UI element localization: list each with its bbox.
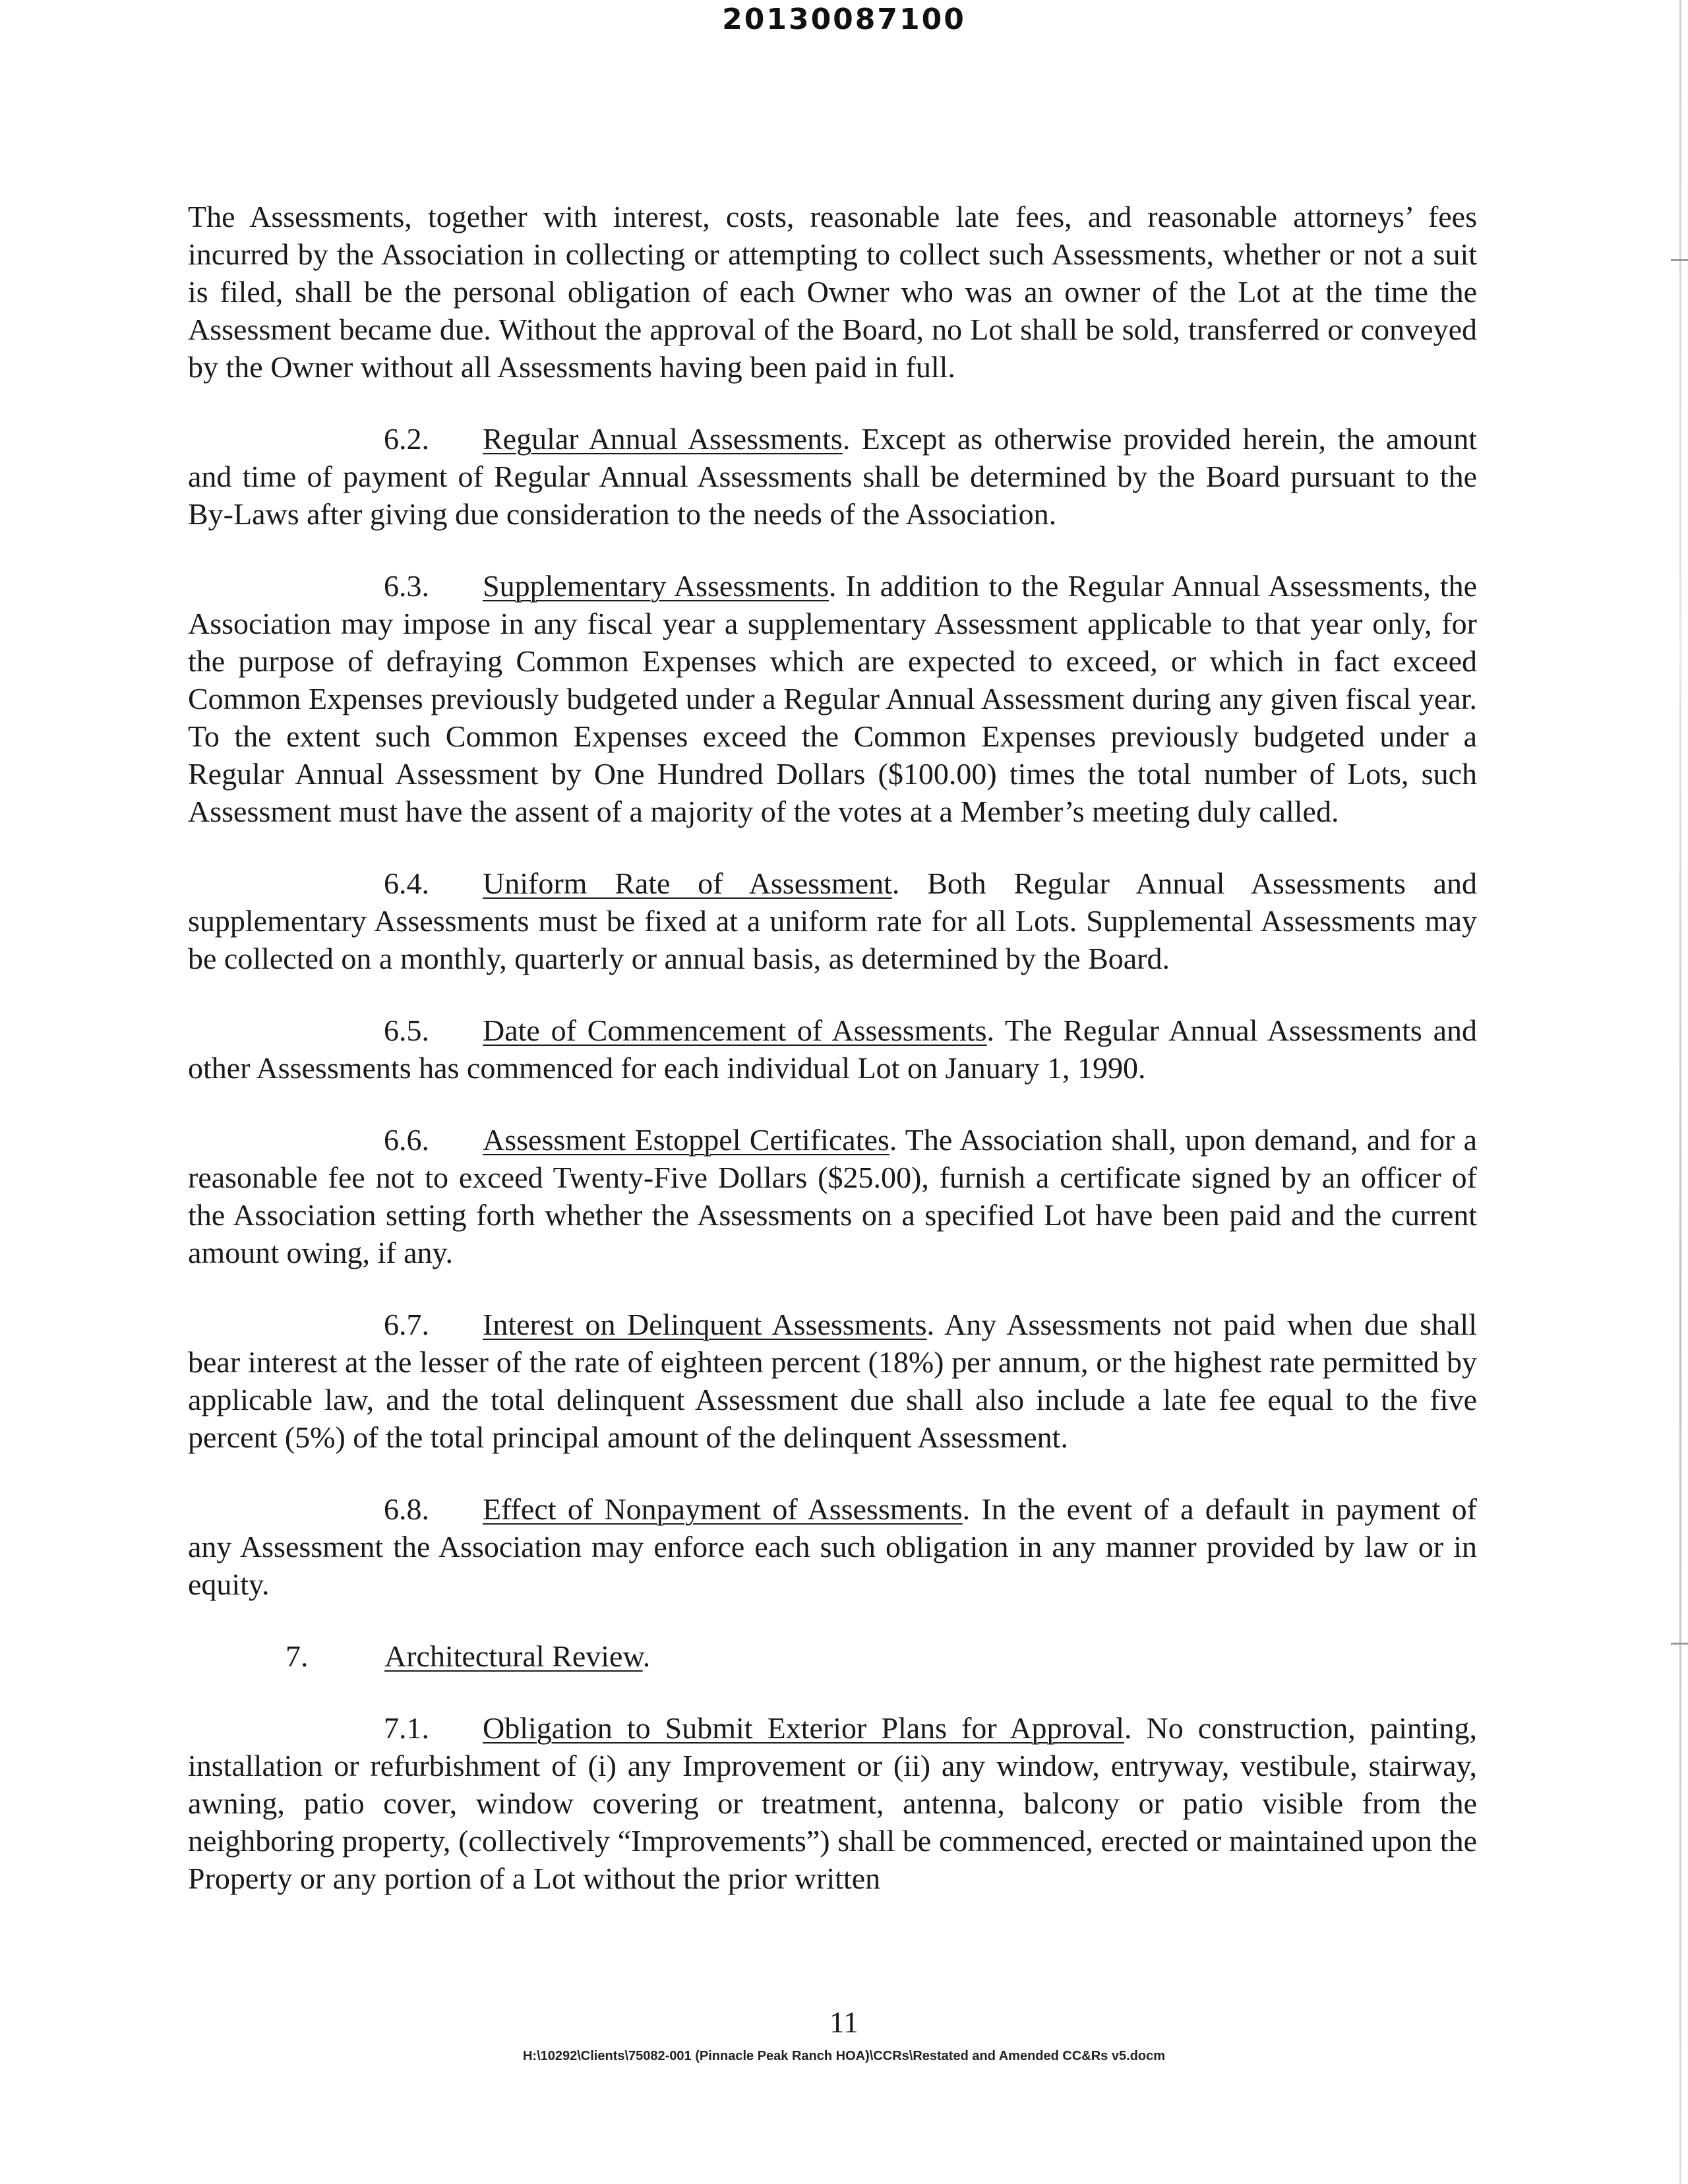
section-number: 6.8.	[384, 1492, 429, 1526]
section-7-1	[188, 1709, 1477, 1897]
section-number: 6.2.	[384, 422, 429, 456]
section-text: . No construction, painting, installation or refurbishment of (i) any Improvement or (ii) any window, entryway, vestibule, stairway, awning, patio cover, window covering or treatment, antenna, balcony or patio visible from the neighboring property, (collectively “Improvements”) shall be commenced, erected or maintained upon the Property or any portion of a Lot without the prior written	[188, 1711, 1477, 1895]
section-text: . The Regular Annual Assessments and other Assessments has commenced for each individual Lot on January 1, 1990.	[188, 1014, 1477, 1085]
section-heading: Obligation to Submit Exterior Plans for Approval	[483, 1711, 1124, 1745]
section-text: . In the event of a default in payment of any Assessment the Association may enforce each such obligation in any manner provided by law or in equity.	[188, 1492, 1477, 1601]
section-heading: Effect of Nonpayment of Assessments	[483, 1492, 963, 1526]
section-number: 6.4.	[384, 866, 429, 900]
document-number: 20130087100	[722, 3, 966, 36]
document-body	[188, 198, 1477, 1931]
section-text: . In addition to the Regular Annual Assessments, the Association may impose in any fiscal year a supplementary Assessment applicable to that year only, for the purpose of defraying Common Expenses which are expected to exceed, or which in fact exceed Common Expenses previously budgeted under a Regular Annual Assessment during any given fiscal year. To the extent such Common Expenses exceed the Common Expenses previously budgeted under a Regular Annual Assessment by One Hundred Dollars ($100.00) times the total number of Lots, such Assessment must have the assent of a majority of the votes at a Member’s meeting duly called.	[188, 569, 1477, 828]
section-heading: Interest on Delinquent Assessments	[483, 1308, 927, 1341]
section-text: . Any Assessments not paid when due shall bear interest at the lesser of the rate of eighteen percent (18%) per annum, or the highest rate permitted by applicable law, and the total delinquent Assessment due shall also include a late fee equal to the five percent (5%) of the total principal amount of the delinquent Assessment.	[188, 1308, 1477, 1454]
section-number: 7.1.	[384, 1711, 429, 1745]
section-heading: Architectural Review	[384, 1639, 643, 1673]
footer-file-path: H:\10292\Clients\75082-001 (Pinnacle Peak Ranch HOA)\CCRs\Restated and Amended CC&Rs v5.docm	[522, 2049, 1166, 2063]
paragraph-intro: The Assessments, together with interest, costs, reasonable late fees, and reasonable attorneys’ fees incurred by the Association in collecting or attempting to collect such Assessments, whether or not a suit is filed, shall be the personal obligation of each Owner who was an owner of the Lot at the time the Assessment became due. Without the approval of the Board, no Lot shall be sold, transferred or conveyed by the Owner without all Assessments having been paid in full.	[188, 200, 1477, 384]
section-number: 6.7.	[384, 1308, 429, 1341]
scan-edge-tick	[1671, 259, 1688, 261]
section-6-5	[188, 1012, 1477, 1087]
section-number: 7.	[286, 1639, 309, 1673]
section-6-4	[188, 864, 1477, 977]
section-number: 6.5.	[384, 1014, 429, 1047]
scan-edge-tick	[1671, 1643, 1688, 1645]
section-heading: Supplementary Assessments	[483, 569, 829, 603]
section-heading: Date of Commencement of Assessments	[483, 1014, 987, 1047]
section-text: .	[642, 1639, 651, 1673]
section-7	[188, 1637, 1477, 1675]
section-6-3	[188, 567, 1477, 830]
section-number: 6.3.	[384, 569, 429, 603]
section-6-6	[188, 1121, 1477, 1271]
section-6-8	[188, 1490, 1477, 1603]
scan-edge-line	[1679, 0, 1681, 2184]
section-number: 6.6.	[384, 1123, 429, 1157]
section-heading: Regular Annual Assessments	[483, 422, 843, 456]
section-heading: Uniform Rate of Assessment	[483, 866, 892, 900]
page-number: 11	[829, 2005, 859, 2039]
section-text: . Both Regular Annual Assessments and supplementary Assessments must be fixed at a uniform rate for all Lots. Supplemental Assessments may be collected on a monthly, quarterly or annual basis, as determined by the Board.	[188, 866, 1477, 975]
section-heading: Assessment Estoppel Certificates	[483, 1123, 889, 1157]
section-6-2	[188, 420, 1477, 533]
section-6-7	[188, 1306, 1477, 1456]
section-text: . Except as otherwise provided herein, the amount and time of payment of Regular Annual Assessments shall be determined by the Board pursuant to the By-Laws after giving due consideration to the needs of the Association.	[188, 422, 1477, 531]
section-text: . The Association shall, upon demand, and for a reasonable fee not to exceed Twenty-Five Dollars ($25.00), furnish a certificate signed by an officer of the Association setting forth whether the Assessments on a specified Lot have been paid and the current amount owing, if any.	[188, 1123, 1477, 1269]
